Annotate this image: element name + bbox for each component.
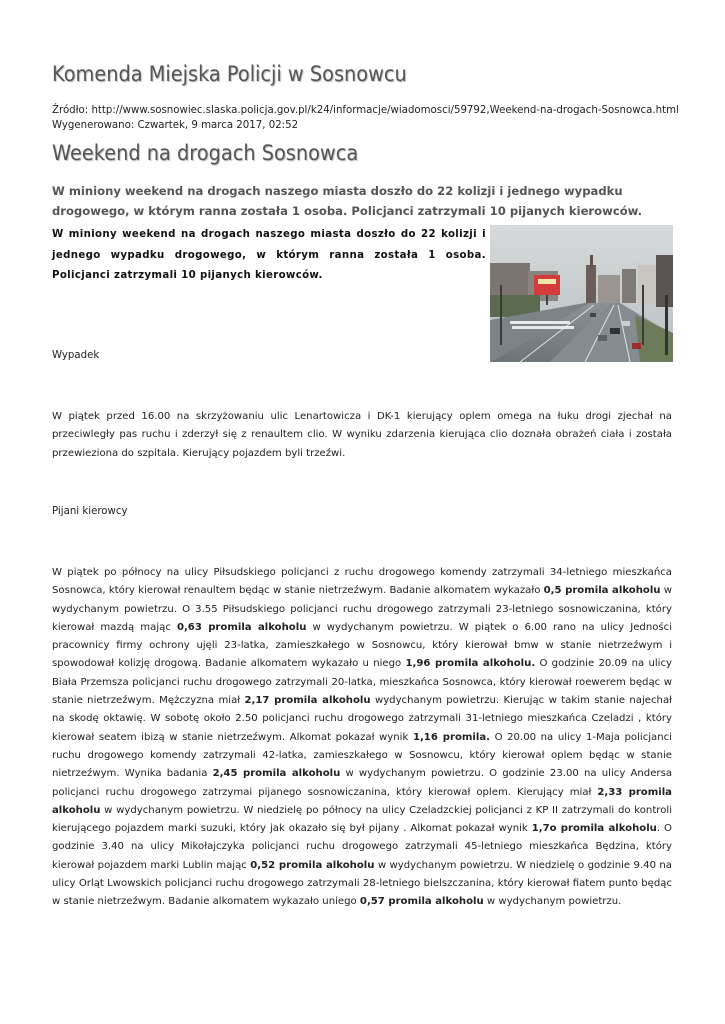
text-run: w wydychanym powietrzu. [483, 896, 622, 908]
generated-date: Wygenerowano: Czwartek, 9 marca 2017, 02:52 [52, 120, 299, 131]
street-photo-image [490, 225, 673, 362]
bac-value: 2,45 promila alkoholu [212, 768, 341, 780]
article-lead: W miniony weekend na drogach naszego miasta doszło do 22 kolizji i jednego wypadku drogowego, w którym ranna została 1 osoba. Policjanci zatrzymali 10 pijanych kierowców. [52, 184, 643, 218]
bac-value: 1,16 promila. [412, 731, 490, 743]
bac-value: 0,52 promila alkoholu [250, 859, 375, 871]
document-meta [52, 103, 692, 133]
source-url: Źródło: http://www.sosnowiec.slaska.policja.gov.pl/k24/informacje/wiadomosci/59792,Weekend-na-drogach-Sosnowca.html [52, 105, 679, 116]
text-run: w wydychanym powietrzu. O godzinie 23.00 na ulicy Andersa policjanci ruchu drogowego zatrzymai pijanego sosnowiczanina, który kierował oplem. Kierujący miał [52, 768, 673, 798]
drunk-drivers-paragraph [52, 564, 672, 912]
bac-value: 2,17 promila alkoholu [244, 695, 371, 707]
section-label-drunk-drivers: Pijani kierowcy [52, 506, 128, 517]
text-run: w wydychanym powietrzu. W piątek o 6.00 rano na ulicy Jedności pracownicy firmy ochrony ujęli 23-latka, zamieszkałego w Sosnowcu, który kierował bmw w stanie nietrzeźwym i spowodował kolizję drogową. Badanie alkomatem wykazało u niego [52, 621, 672, 670]
street-photo [490, 225, 673, 362]
bac-value: 0,5 promila alkoholu [543, 585, 661, 597]
bac-value: 1,96 promila alkoholu. [405, 658, 536, 670]
section-label-accident: Wypadek [52, 350, 100, 361]
bac-value: 0,63 promila alkoholu [176, 621, 307, 633]
article-title: Weekend na drogach Sosnowca [52, 141, 359, 165]
bac-value: 2,33 promila alkoholu [52, 786, 672, 816]
bac-value: 0,57 promila alkoholu [359, 896, 484, 908]
text-run: w wydychanym powietrzu. W niedzielę o godzinie 9.40 na ulicy Orląt Lwowskich policjanci ruchu drogowego zatrzymali 28-letniego bielszczanina, który kierował fiatem punto będąc w stanie nietrzeźwym. Badanie alkomatem wykazało uniego [52, 859, 672, 908]
bac-value: 1,7o promila alkoholu [531, 823, 657, 835]
text-run: O 20.00 na ulicy 1-Maja policjanci ruchu drogowego komendy zatrzymali 42-latka, zamieszkałego w Sosnowcu, który kierował oplem będąc w stanie nietrzeźwym. Wynika badania [52, 731, 672, 780]
text-run: W piątek po północy na ulicy Piłsudskiego policjanci z ruchu drogowego komendy zatrzymali 34-letniego mieszkańca Sosnowca, który kierował renaultem będąc w stanie nietrzeźwym. Badanie alkomatem wykazało [52, 567, 672, 597]
text-run: . O godzinie 3.40 na ulicy Mikołajczyka policjanci ruchu drogowego zatrzymali 45-letniego mieszkańca Będzina, który kierował pojazdem marki Lublin mając [52, 823, 672, 871]
text-run: w wydychanym powietrzu. O 3.55 Piłsudskiego policjanci ruchu drogowego zatrzymali 23-letniego sosnowiczanina, który kierował mazdą mając [52, 585, 672, 633]
accident-paragraph: W piątek przed 16.00 na skrzyżowaniu ulic Lenartowicza i DK-1 kierujący oplem omega na łuku drogi zjechał na przeciwległy pas ruchu i zderzył się z renaultem clio. W wyniku zdarzenia kierująca clio doznała obrażeń ciała i została przewieziona do szpitala. Kierujący pojazdem byli trzeźwi. [52, 411, 672, 459]
article-intro: W miniony weekend na drogach naszego miasta doszło do 22 kolizji i jednego wypadku drogowego, w którym ranna została 1 osoba. Policjanci zatrzymali 10 pijanych kierowców. [52, 229, 486, 281]
text-run: w wydychanym powietrzu. W niedzielę po północy na ulicy Czeladzckiej policjanci z KP II zatrzymali do kontroli kierującego pojazdem marki suzuki, który jak okazało się był pijany . Alkomat pokazał wynik [52, 804, 672, 835]
text-run: wydychanym powietrzu. Kierując w takim stanie najechał na skodę oktawię. W sobotę około 2.50 policjanci ruchu drogowego zatrzymali 31-letniego mieszkańca Czeladzi , który kierował seatem ibizą w stanie nietrzeźwym. Alkomat pokazał wynik [52, 695, 673, 743]
site-title: Komenda Miejska Policji w Sosnowcu [52, 62, 407, 86]
text-run: O godzinie 20.09 na ulicy Biała Przemsza policjanci ruchu drogowego zatrzymali 20-latka, mieszkańca Sosnowca, który kierował roewerem będąc w stanie nietrzeźwym. Mężczyzna miał [52, 658, 672, 707]
